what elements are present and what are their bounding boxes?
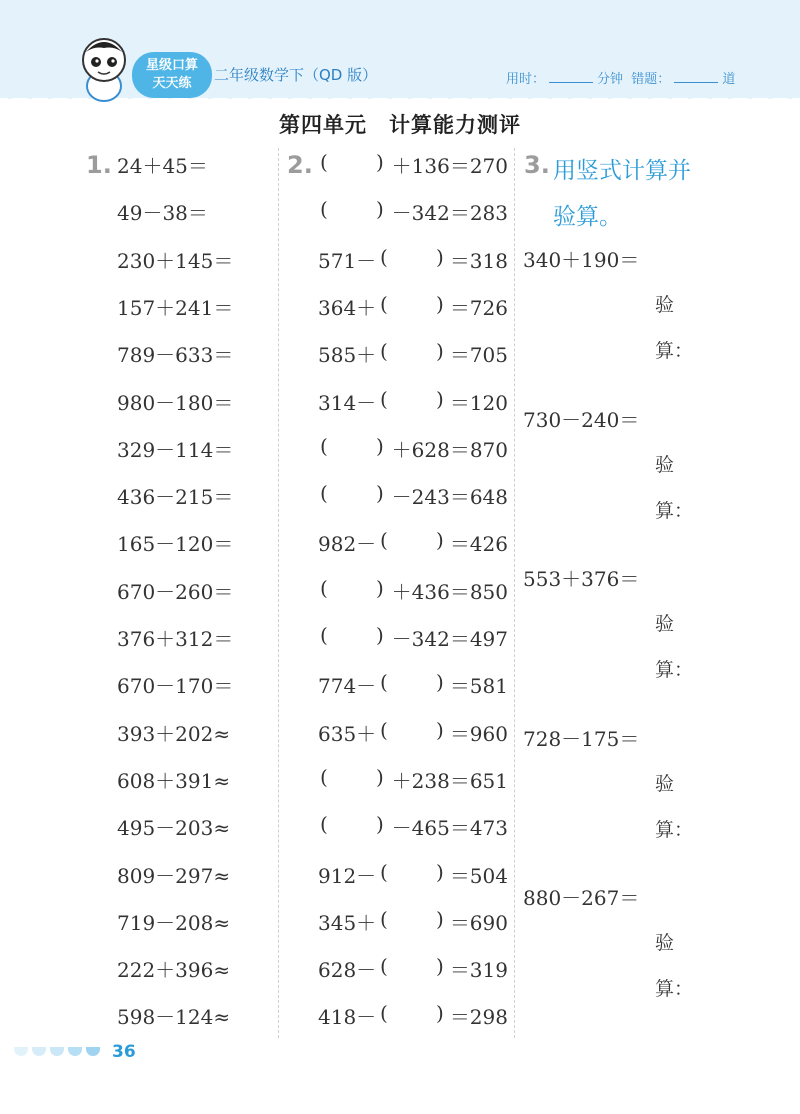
equation-text: ＋628＝870 (391, 437, 508, 462)
section-3-instruction (553, 148, 691, 240)
section-2-problem (318, 339, 508, 369)
section-2-problem (318, 528, 508, 558)
footer-dot (50, 1047, 64, 1056)
check-line-1: 验 (655, 613, 675, 635)
section-1-problem: 376＋312＝ (117, 627, 234, 651)
answer-blank[interactable] (394, 292, 436, 316)
section-1-problem: 789－633＝ (117, 343, 234, 368)
answer-blank[interactable] (332, 481, 376, 505)
equation-start: 585＋ (318, 343, 377, 368)
column-divider (278, 148, 279, 1038)
section-2-problem (318, 765, 508, 795)
open-paren: ( (380, 386, 388, 411)
equation-end: ＝960 (449, 721, 508, 746)
close-paren: ) (376, 812, 384, 837)
open-paren: ( (380, 244, 388, 269)
check-line-2: 算： (655, 818, 694, 841)
section-1-problem: 222＋396≈ (117, 958, 231, 983)
section-1-problem: 157＋241＝ (117, 295, 234, 320)
close-paren: ) (436, 859, 444, 884)
section-1-problem: 670－260＝ (117, 579, 234, 604)
check-label (655, 282, 693, 374)
check-line-1: 验 (655, 932, 675, 954)
equation-start: 345＋ (318, 910, 377, 935)
equation-start: 314－ (318, 390, 377, 415)
section-2-problem (318, 623, 508, 653)
open-paren: ( (380, 954, 388, 979)
equation-text: －342＝497 (391, 627, 508, 651)
equation-end: ＝581 (449, 674, 508, 699)
column-divider (514, 148, 515, 1038)
open-paren: ( (320, 764, 328, 789)
section-2-problem (318, 387, 508, 417)
answer-blank[interactable] (332, 197, 376, 221)
close-paren: ) (436, 528, 444, 553)
mascot-icon (74, 34, 134, 104)
section-1-problem: 719－208≈ (117, 910, 231, 935)
section-1-problem: 598－124≈ (117, 1005, 231, 1030)
answer-blank[interactable] (332, 765, 376, 789)
check-line-2: 算： (655, 340, 694, 362)
answer-blank[interactable] (394, 954, 436, 978)
close-paren: ) (376, 433, 384, 458)
equation-start: 982－ (318, 532, 377, 557)
section-1-problem: 980－180＝ (117, 390, 234, 415)
open-paren: ( (380, 291, 388, 316)
answer-blank[interactable] (394, 1001, 436, 1025)
section-2-problem (318, 954, 508, 984)
book-title: 二年级数学下（QD 版） (214, 66, 378, 84)
equation-text: －342＝283 (391, 201, 508, 226)
section-2-problem (318, 197, 508, 227)
badge-line-2: 天天练 (152, 76, 192, 91)
open-paren: ( (320, 812, 328, 837)
open-paren: ( (320, 197, 328, 222)
close-paren: ) (436, 386, 444, 411)
time-label: 用时： (506, 72, 546, 87)
equation-start: 774－ (318, 674, 377, 699)
open-paren: ( (380, 859, 388, 884)
equation-end: ＝318 (449, 248, 508, 273)
section-2-problem (318, 670, 508, 700)
section-2-problem (318, 481, 508, 511)
series-badge (132, 52, 212, 98)
answer-blank[interactable] (394, 245, 436, 269)
equation-text: ＋238＝651 (391, 768, 508, 793)
equation-end: ＝726 (449, 295, 508, 320)
open-paren: ( (320, 433, 328, 458)
check-line-2: 算： (655, 499, 694, 522)
answer-blank[interactable] (394, 670, 436, 694)
time-errors-record (506, 68, 735, 87)
section-1-problem: 393＋202≈ (117, 721, 231, 746)
section-2-problem (318, 292, 508, 322)
close-paren: ) (436, 670, 444, 695)
section-3-problem: 340＋190＝ (523, 248, 640, 272)
time-unit: 分钟 (597, 72, 624, 87)
equation-start: 912－ (318, 863, 377, 888)
close-paren: ) (436, 906, 444, 931)
answer-blank[interactable] (394, 387, 436, 411)
equation-start: 418－ (318, 1005, 377, 1030)
section-2-problem (318, 907, 508, 937)
check-label (655, 761, 693, 853)
section-3-number: 3. (524, 151, 550, 179)
equation-start: 364＋ (318, 295, 377, 320)
open-paren: ( (320, 623, 328, 647)
section-2-problem (318, 150, 508, 180)
answer-blank[interactable] (332, 576, 376, 600)
time-blank[interactable] (549, 82, 593, 83)
section-1-number: 1. (86, 151, 112, 179)
section-1-problem: 230＋145＝ (117, 248, 234, 273)
footer-dot (32, 1047, 46, 1056)
equation-end: ＝690 (449, 910, 508, 935)
close-paren: ) (376, 764, 384, 789)
equation-text: －243＝648 (391, 485, 508, 510)
footer-dot (14, 1047, 28, 1056)
section-2-number: 2. (287, 151, 313, 179)
check-label (655, 601, 693, 693)
check-line-1: 验 (655, 772, 675, 795)
close-paren: ) (436, 954, 444, 979)
equation-end: ＝504 (449, 863, 508, 888)
section-1-problem: 24＋45＝ (117, 154, 208, 178)
close-paren: ) (376, 150, 384, 174)
open-paren: ( (320, 150, 328, 174)
open-paren: ( (380, 717, 388, 742)
errors-label: 错题： (631, 72, 671, 87)
open-paren: ( (380, 670, 388, 695)
open-paren: ( (320, 481, 328, 506)
equation-end: ＝705 (449, 343, 508, 368)
equation-start: 628－ (318, 958, 377, 983)
answer-blank[interactable] (394, 339, 436, 363)
errors-blank[interactable] (674, 82, 718, 83)
page-title: 第四单元 计算能力测评 (279, 113, 521, 137)
section-3-problem: 553＋376＝ (523, 567, 640, 591)
equation-end: ＝426 (449, 532, 508, 557)
equation-text: ＋136＝270 (391, 154, 508, 178)
close-paren: ) (436, 291, 444, 316)
answer-blank[interactable] (394, 860, 436, 884)
close-paren: ) (376, 481, 384, 506)
open-paren: ( (320, 575, 328, 600)
badge-line-1: 星级口算 (145, 58, 198, 73)
close-paren: ) (376, 623, 384, 647)
section-1-problem: 608＋391≈ (117, 768, 231, 793)
section-3-problem: 730－240＝ (523, 407, 640, 432)
answer-blank[interactable] (394, 528, 436, 552)
open-paren: ( (380, 339, 388, 364)
close-paren: ) (436, 1001, 444, 1026)
page-number: 36 (112, 1042, 136, 1062)
equation-start: 635＋ (318, 721, 377, 746)
open-paren: ( (380, 906, 388, 931)
section-3-problem: 728－175＝ (523, 726, 640, 751)
close-paren: ) (436, 339, 444, 364)
errors-unit: 道 (722, 72, 736, 87)
section-3-problem: 880－267＝ (523, 886, 640, 910)
section-1-problem: 495－203≈ (117, 816, 231, 841)
close-paren: ) (376, 197, 384, 222)
equation-text: －465＝473 (391, 816, 508, 841)
check-line-1: 验 (655, 294, 675, 316)
check-label (655, 442, 693, 534)
section-1-problem: 809－297≈ (117, 863, 231, 888)
section-2-problem (318, 245, 508, 275)
answer-blank[interactable] (394, 907, 436, 931)
answer-blank[interactable] (332, 812, 376, 836)
instruction-line-1: 用竖式计算并 (553, 158, 691, 184)
equation-end: ＝120 (449, 390, 508, 415)
open-paren: ( (380, 1001, 388, 1026)
footer-dot (86, 1047, 100, 1056)
footer-dot (68, 1047, 82, 1056)
equation-end: ＝298 (449, 1005, 508, 1030)
section-2-problem (318, 576, 508, 606)
section-1-problem: 670－170＝ (117, 674, 234, 699)
check-label (655, 920, 693, 1012)
section-1-problem: 329－114＝ (117, 437, 234, 462)
check-line-2: 算： (655, 978, 694, 1000)
instruction-line-2: 验算。 (553, 204, 622, 230)
check-line-2: 算： (655, 659, 694, 681)
section-2-problem (318, 718, 508, 748)
answer-blank[interactable] (394, 718, 436, 742)
section-2-problem (318, 860, 508, 890)
equation-end: ＝319 (449, 958, 508, 983)
equation-start: 571－ (318, 248, 377, 273)
close-paren: ) (376, 575, 384, 600)
section-2-problem (318, 434, 508, 464)
close-paren: ) (436, 244, 444, 269)
section-1-problem: 49－38＝ (117, 201, 208, 226)
answer-blank[interactable] (332, 434, 376, 458)
section-1-problem: 436－215＝ (117, 485, 234, 510)
equation-text: ＋436＝850 (391, 579, 508, 604)
section-2-problem (318, 1001, 508, 1031)
open-paren: ( (380, 528, 388, 553)
answer-blank[interactable] (332, 623, 376, 647)
section-2-problem (318, 812, 508, 842)
section-1-problem: 165－120＝ (117, 532, 234, 557)
check-line-1: 验 (655, 453, 675, 476)
answer-blank[interactable] (332, 150, 376, 174)
close-paren: ) (436, 717, 444, 742)
